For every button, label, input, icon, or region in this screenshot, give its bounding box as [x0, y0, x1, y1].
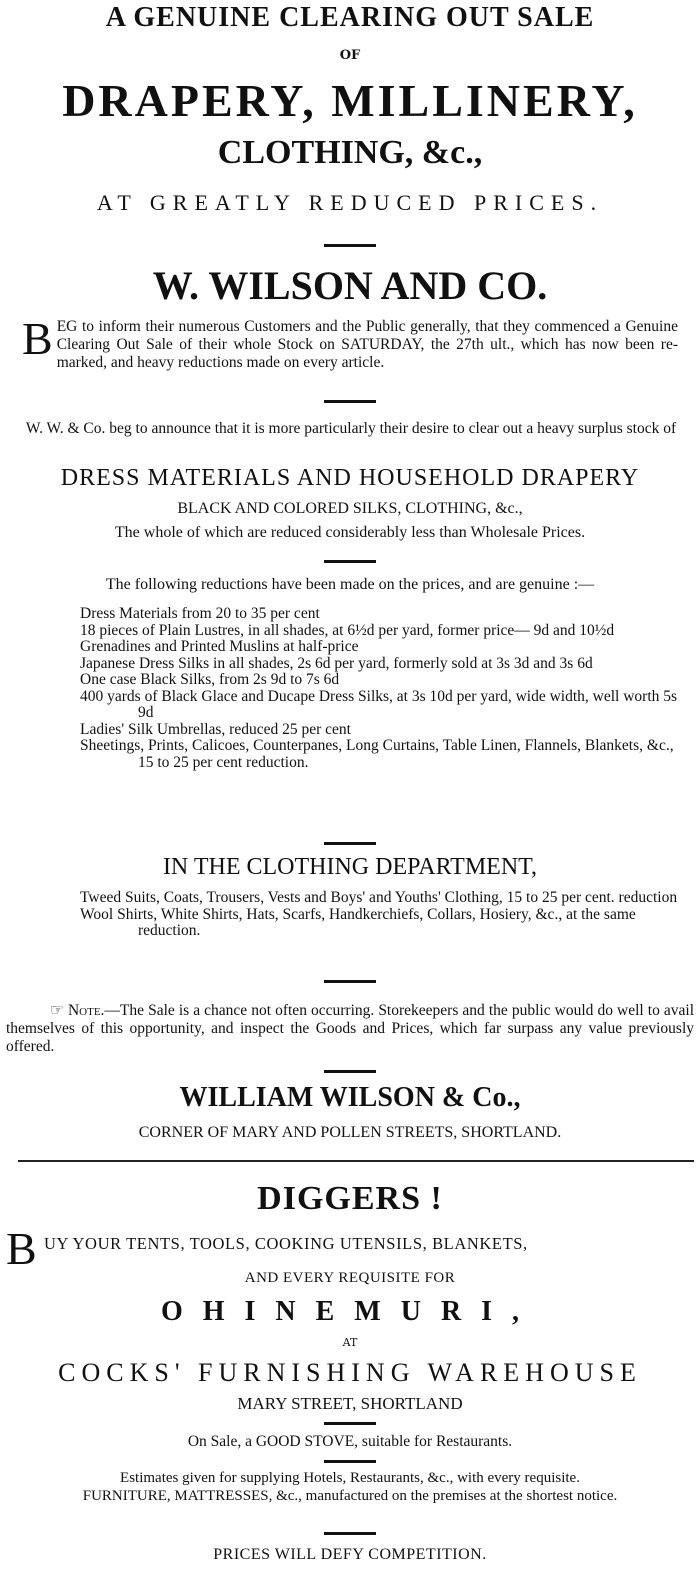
subtitle: CLOTHING, &c., [217, 134, 483, 171]
wholesale-note: The whole of which are reduced considerably less than Wholesale Prices. [114, 524, 586, 541]
divider [324, 980, 376, 983]
note-label: Note. [67, 1002, 105, 1019]
clothing-heading: IN THE CLOTHING DEPARTMENT, [162, 854, 538, 880]
reductions-list [0, 606, 700, 771]
list-item: Grenadines and Printed Muslins at half-price [80, 638, 359, 655]
list-item: Dress Materials from 20 to 35 per cent [80, 605, 320, 622]
pointing-hand-icon: ☞ [50, 1002, 64, 1019]
diggers-line2: AND EVERY REQUISITE FOR [244, 1270, 456, 1286]
clothing-list [0, 890, 700, 940]
list-item: Wool Shirts, White Shirts, Hats, Scarfs, Handkerchiefs, Collars, Hosiery, &c., at the same reduction. [80, 905, 636, 939]
list-item: 18 pieces of Plain Lustres, in all shades, at 6½d per yard, former price— 9d and 10½d [80, 621, 615, 639]
note-text: —The Sale is a chance not often occurring. Storekeepers and the public would do well to avail themselves of this opportunity, and inspect the Goods and Prices, which far surpass any value previously offered. [6, 1002, 694, 1055]
stove-notice: On Sale, a GOOD STOVE, suitable for Restaurants. [187, 1433, 513, 1450]
divider [324, 400, 376, 403]
list-item: Japanese Dress Silks in all shades, 2s 6d per yard, formerly sold at 3s 3d and 3s 6d [80, 654, 593, 672]
reductions-intro: The following reductions have been made on the prices, and are genuine :— [105, 576, 595, 593]
list-item: Sheetings, Prints, Calicoes, Counterpanes, Long Curtains, Table Linen, Flannels, Blankets, &c., 15 to 25 per cent reduction. [80, 737, 674, 771]
warehouse-name: COCKS' FURNISHING WAREHOUSE [58, 1358, 642, 1387]
intro-paragraph [22, 313, 678, 372]
list-item: Tweed Suits, Coats, Trousers, Vests and Boys' and Youths' Clothing, 15 to 25 per cent. reduction [80, 889, 678, 906]
signature-address: CORNER OF MARY AND POLLEN STREETS, SHORTLAND. [138, 1124, 562, 1141]
tagline: AT GREATLY REDUCED PRICES. [96, 190, 604, 215]
furniture-line: FURNITURE, MATTRESSES, &c., manufactured on the premises at the shortest notice. [82, 1488, 618, 1504]
prices-line: PRICES WILL DEFY COMPETITION. [213, 1546, 487, 1563]
silks-subheading: BLACK AND COLORED SILKS, CLOTHING, &c., [177, 500, 523, 517]
divider [324, 842, 376, 845]
list-item: 400 yards of Black Glace and Ducape Dress Silks, at 3s 10d per yard, wide width, well worth 5s 9d [80, 687, 678, 721]
divider [324, 1070, 376, 1073]
list-item: One case Black Silks, from 2s 9d to 7s 6d [80, 671, 340, 688]
announce-text: W. W. & Co. beg to announce that it is more particularly their desire to clear out a heavy surplus stock of [25, 420, 677, 437]
firm-name: W. WILSON AND CO. [152, 263, 548, 308]
intro-text: EG to inform their numerous Customers and the Public generally, that they commenced a Genuine Clearing Out Sale of their whole Stock on SATURDAY, the 27th ult., which has now been re-marked, and heavy reductions made on every article. [56, 318, 678, 371]
diggers-dropcap: B [6, 1223, 37, 1274]
divider [324, 1422, 376, 1425]
divider [324, 1532, 376, 1535]
divider [324, 244, 376, 247]
diggers-heading: DIGGERS ! [257, 1180, 443, 1217]
signature-name: WILLIAM WILSON & Co., [179, 1082, 521, 1113]
of-label: OF [339, 48, 361, 63]
divider [324, 560, 376, 563]
ohinemuri-title: OHINEMURI, [160, 1296, 540, 1327]
diggers-line1: UY YOUR TENTS, TOOLS, COOKING UTENSILS, BLANKETS, [44, 1234, 528, 1253]
list-item: Ladies' Silk Umbrellas, reduced 25 per cent [80, 720, 351, 738]
section-rule [18, 1160, 694, 1162]
main-title: DRAPERY, MILLINERY, [62, 75, 638, 126]
headline: A GENUINE CLEARING OUT SALE [105, 2, 595, 33]
divider [324, 1460, 376, 1463]
note-paragraph [6, 1002, 694, 1056]
estimates-line: Estimates given for supplying Hotels, Restaurants, &c., with every requisite. [120, 1470, 580, 1486]
drop-cap: B [22, 313, 53, 364]
warehouse-street: MARY STREET, SHORTLAND [237, 1394, 463, 1413]
at-label: AT [342, 1336, 358, 1349]
dress-heading: DRESS MATERIALS AND HOUSEHOLD DRAPERY [60, 465, 640, 491]
